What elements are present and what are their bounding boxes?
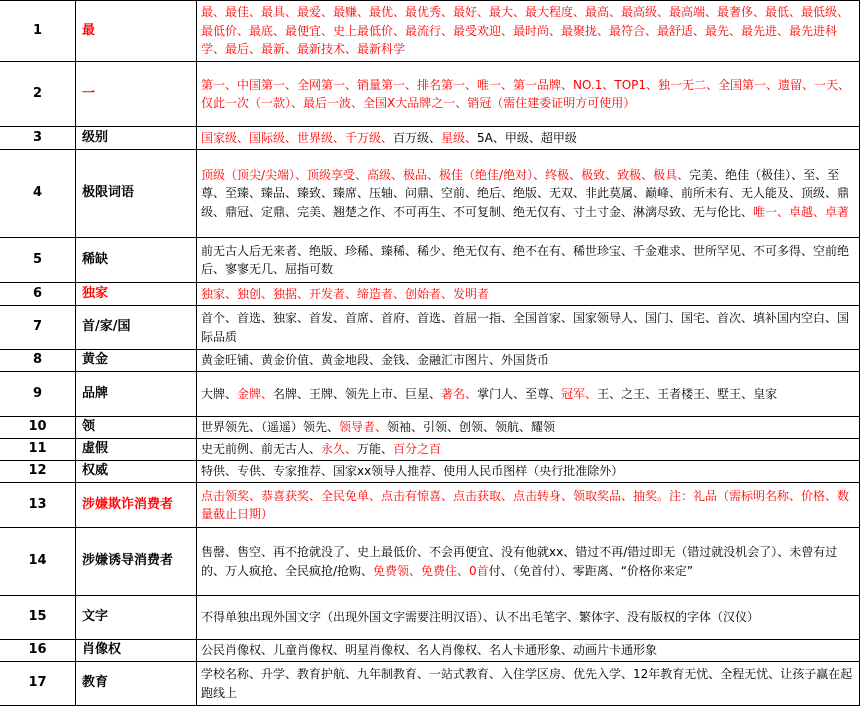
row-category: 肖像权 [76,640,197,662]
row-number: 14 [0,528,76,596]
highlighted-term: 独家、独创、独据、开发者、缔造者、创始者、发明者 [201,286,490,301]
table-body [0,1,860,706]
table-row [0,62,860,127]
table-row [0,283,860,306]
row-number: 8 [0,350,76,372]
row-content [197,461,860,483]
term-text: 公民肖像权、儿童肖像权、明星肖像权、名人肖像权、名人卡通形象、动画片卡通形象 [201,643,658,658]
row-content [197,127,860,150]
term-text: 王、之王、王者楼王、墅王、皇家 [597,386,778,401]
row-category: 稀缺 [76,238,197,283]
row-category: 涉嫌诱导消费者 [76,528,197,596]
row-content [197,596,860,640]
highlighted-term: 冠军、 [561,386,598,401]
term-text: 首个、首选、独家、首发、首席、首府、首选、首屈一指、全国首家、国家领导人、国门、国宅、首次、填补国内空白、国际品质 [201,311,850,344]
table-row [0,640,860,662]
row-content [197,1,860,62]
table-row [0,528,860,596]
highlighted-term: 最、最佳、最具、最爱、最赚、最优、最优秀、最好、最大、最大程度、最高、最高级、最高端、最奢侈、最低、最低级、最低价、最底、最便宜、史上最低价、最流行、最受欢迎、最时尚、最聚拢、最符合、最舒适、最先、最先进、最先进科学、最后、最新、最新技术、最新科学 [201,5,850,57]
row-category: 领 [76,417,197,439]
row-number: 16 [0,640,76,662]
highlighted-term: 著名、 [441,386,478,401]
row-content [197,150,860,238]
term-text: 史无前例、前无古人、 [201,442,322,457]
term-text: 售罄、售空、再不抢就没了、史上最低价、不会再便宜、没有他就xx、错过不再/错过即无（错过就没机会了）、未曾有过的、万人疯抢、全民疯抢/抢购、 [201,545,838,578]
row-number: 17 [0,662,76,706]
row-content [197,283,860,306]
row-content [197,640,860,662]
row-category: 首/家/国 [76,306,197,350]
row-number: 2 [0,62,76,127]
row-category: 文字 [76,596,197,640]
row-content [197,238,860,283]
term-text: 特供、专供、专家推荐、国家xx领导人推荐、使用人民币图样（央行批准除外） [201,464,624,479]
term-text: 掌门人、至尊、 [477,386,562,401]
row-category: 极限词语 [76,150,197,238]
highlighted-term: 点击领奖、恭喜获奖、全民免单、点击有惊喜、点击获取、点击转身、领取奖品、抽奖。注：礼品（需标明名称、价格、数量截止日期） [201,488,850,521]
row-category: 涉嫌欺诈消费者 [76,483,197,528]
term-text: 黄金旺铺、黄金价值、黄金地段、金钱、金融汇市图片、外国货币 [201,353,550,368]
table-row [0,127,860,150]
row-category: 教育 [76,662,197,706]
table-row [0,306,860,350]
highlighted-term: 顶级（顶尖/尖端）、顶级享受、高级、极品、极佳（绝佳/绝对）、终极、极致、致极、极具、 [201,167,690,182]
term-text: 世界领先、（遥遥）领先、 [201,420,340,435]
highlighted-term: 免费领、免费住、0首 [373,563,489,578]
row-number: 12 [0,461,76,483]
term-text: 前无古人后无来者、绝版、珍稀、臻稀、稀少、绝无仅有、绝不在有、稀世珍宝、千金难求、世所罕见、不可多得、空前绝后、寥寥无几、屈指可数 [201,243,850,276]
row-number: 13 [0,483,76,528]
row-category: 虚假 [76,439,197,461]
row-content [197,483,860,528]
highlighted-term: 国家级、国际级、世界级、千万级、 [201,130,394,145]
highlighted-term: 唯一、卓越、卓著 [753,204,850,219]
row-number: 4 [0,150,76,238]
term-text: 万能、 [357,442,394,457]
row-category: 品牌 [76,372,197,417]
highlighted-term: 百分之百 [393,442,442,457]
table-row [0,372,860,417]
row-number: 3 [0,127,76,150]
row-content [197,439,860,461]
table-row [0,417,860,439]
table-row [0,596,860,640]
row-number: 11 [0,439,76,461]
table-row [0,439,860,461]
term-text: 名牌、王牌、领先上市、巨星、 [273,386,442,401]
row-category: 一 [76,62,197,127]
term-text: 百万级、 [393,130,442,145]
row-category: 权威 [76,461,197,483]
row-number: 7 [0,306,76,350]
row-category: 黄金 [76,350,197,372]
highlighted-term: 第一、中国第一、全网第一、销量第一、排名第一、唯一、第一品牌、NO.1、TOP1、独一无二、全国第一、遗留、一天、仅此一次（一款）、最后一波、全国X大品牌之一、销冠（需住建委证明方可使用） [201,77,851,110]
row-number: 15 [0,596,76,640]
highlighted-term: 星级、 [441,130,478,145]
row-number: 6 [0,283,76,306]
table-row [0,483,860,528]
row-content [197,350,860,372]
table-row [0,238,860,283]
table-row [0,350,860,372]
row-number: 10 [0,417,76,439]
highlighted-term: 金牌、 [237,386,274,401]
table-row [0,150,860,238]
term-text: 不得单独出现外国文字（出现外国文字需要注明汉语）、认不出毛笔字、繁体字、没有版权的字体（汉仪） [201,610,760,625]
term-text: 5A、甲级、超甲级 [477,130,577,145]
term-text: 大牌、 [201,386,238,401]
table-row [0,1,860,62]
row-number: 5 [0,238,76,283]
row-content [197,306,860,350]
highlighted-term: 永久、 [321,442,358,457]
row-content [197,662,860,706]
term-text: 领袖、引领、创领、领航、耀领 [387,420,556,435]
row-category: 最 [76,1,197,62]
row-content [197,528,860,596]
row-category: 级别 [76,127,197,150]
row-content [197,417,860,439]
row-number: 9 [0,372,76,417]
table-row [0,662,860,706]
row-content [197,372,860,417]
term-text: 学校名称、升学、教育护航、九年制教育、一站式教育、入住学区房、优先入学、12年教育无忧、全程无忧、让孩子赢在起跑线上 [201,667,853,700]
row-number: 1 [0,1,76,62]
row-content [197,62,860,127]
table-row [0,461,860,483]
row-category: 独家 [76,283,197,306]
highlighted-term: 领导者、 [339,420,388,435]
term-text: 完美、绝佳（极佳）、至、至尊、至臻、臻品、臻致、臻席、压轴、问鼎、空前、绝后、绝版、无双、非此莫属、巅峰、前所未有、无人能及、顶级、鼎级、鼎冠、定鼎、完美、翘楚之作、不可再生、不可复制、绝无仅有、寸土寸金、淋漓尽致、无与伦比、 [201,167,850,219]
term-text: 付、（免首付）、零距离、“价格你来定” [488,563,694,578]
